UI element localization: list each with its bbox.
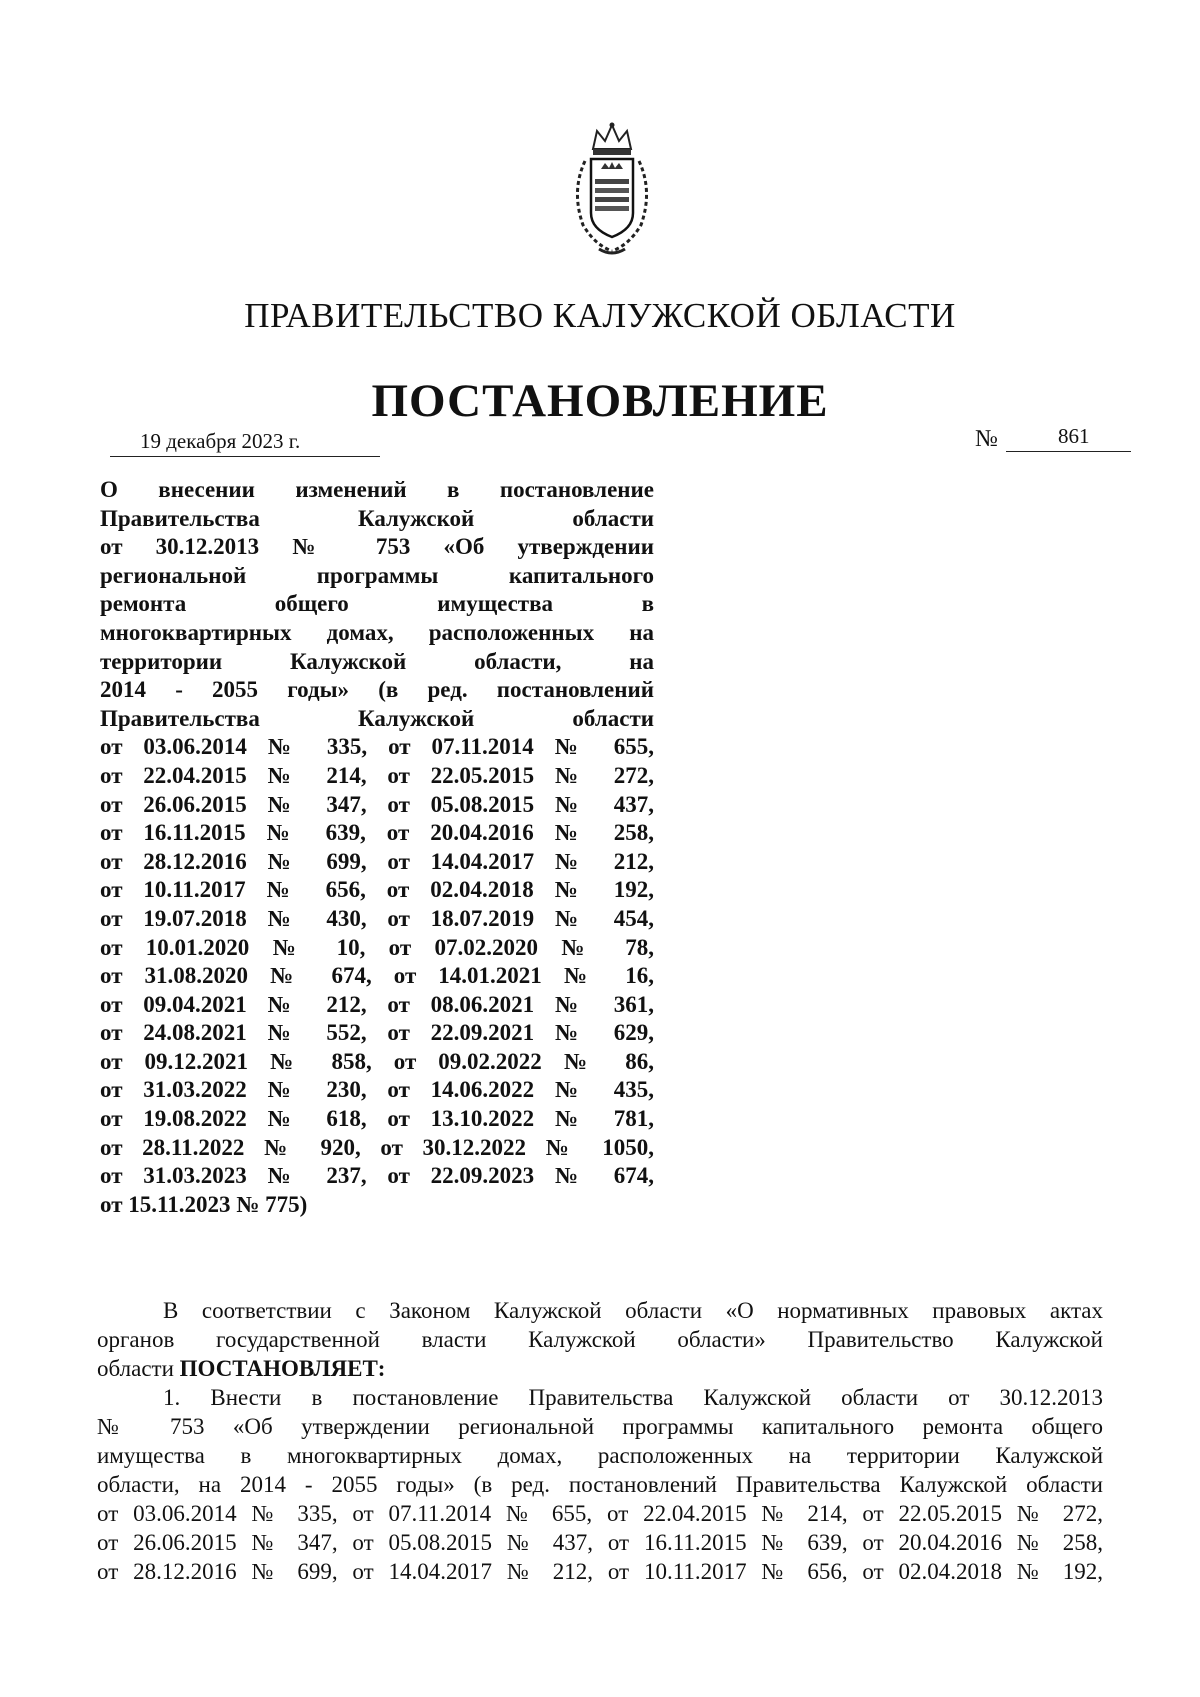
item-1-line: от 26.06.2015 № 347, от 05.08.2015 № 437, от 16.11.2015 № 639, от 20.04.2016 № 258, [97, 1530, 1103, 1555]
item-1-line: от 28.12.2016 № 699, от 14.04.2017 № 212, от 10.11.2017 № 656, от 02.04.2018 № 192, [97, 1559, 1103, 1584]
preamble-line: В соответствии с Законом Калужской области «О нормативных правовых актах [163, 1298, 1103, 1323]
document-body [97, 1296, 1103, 1586]
item-1-line: № 753 «Об утверждении региональной программы капитального ремонта общего [97, 1414, 1103, 1439]
preamble-line: органов государственной власти Калужской области» Правительство Калужской [97, 1327, 1103, 1352]
document-subject [100, 476, 654, 1219]
number-label: № [975, 426, 998, 452]
subject-line: многоквартирных домах, расположенных на [100, 619, 654, 645]
subject-line: от 30.12.2013 № 753 «Об утверждении [100, 534, 654, 560]
subject-line: от 28.12.2016 № 699, от 14.04.2017 № 212, [100, 848, 654, 874]
item-1-line: имущества в многоквартирных домах, расположенных на территории Калужской [97, 1443, 1103, 1468]
government-title: ПРАВИТЕЛЬСТВО КАЛУЖСКОЙ ОБЛАСТИ [244, 296, 956, 335]
subject-line: Правительства Калужской области [100, 705, 654, 731]
subject-line: от 31.03.2022 № 230, от 14.06.2022 № 435, [100, 1077, 654, 1103]
coat-of-arms-icon [563, 121, 661, 259]
subject-line: от 03.06.2014 № 335, от 07.11.2014 № 655, [100, 734, 654, 760]
resolves-keyword: ПОСТАНОВЛЯЕТ: [179, 1356, 386, 1381]
item-1-line: от 03.06.2014 № 335, от 07.11.2014 № 655, от 22.04.2015 № 214, от 22.05.2015 № 272, [97, 1501, 1103, 1526]
document-date: 19 декабря 2023 г. [110, 429, 380, 457]
subject-line: от 26.06.2015 № 347, от 05.08.2015 № 437, [100, 791, 654, 817]
preamble-prefix: области [97, 1356, 180, 1381]
subject-line: региональной программы капитального [100, 562, 654, 588]
subject-line: от 10.11.2017 № 656, от 02.04.2018 № 192, [100, 877, 654, 903]
subject-line: от 09.04.2021 № 212, от 08.06.2021 № 361, [100, 991, 654, 1017]
subject-line: от 19.08.2022 № 618, от 13.10.2022 № 781, [100, 1106, 654, 1132]
preamble-line [97, 1354, 1103, 1383]
subject-line: ремонта общего имущества в [100, 591, 654, 617]
document-type-title: ПОСТАНОВЛЕНИЕ [371, 375, 829, 427]
subject-line: Правительства Калужской области [100, 505, 654, 531]
document-number: 861 [1006, 424, 1131, 452]
subject-line: от 24.08.2021 № 552, от 22.09.2021 № 629, [100, 1020, 654, 1046]
item-1-line: области, на 2014 - 2055 годы» (в ред. постановлений Правительства Калужской области [97, 1472, 1103, 1497]
subject-line: от 09.12.2021 № 858, от 09.02.2022 № 86, [100, 1048, 654, 1074]
subject-line: от 15.11.2023 № 775) [100, 1191, 308, 1217]
subject-line: 2014 - 2055 годы» (в ред. постановлений [100, 677, 654, 703]
subject-line: О внесении изменений в постановление [100, 477, 654, 502]
subject-line: от 10.01.2020 № 10, от 07.02.2020 № 78, [100, 934, 654, 960]
subject-line: от 31.03.2023 № 237, от 22.09.2023 № 674, [100, 1163, 654, 1189]
item-1-line: 1. Внести в постановление Правительства Калужской области от 30.12.2013 [163, 1385, 1103, 1410]
subject-line: от 16.11.2015 № 639, от 20.04.2016 № 258, [100, 820, 654, 846]
subject-line: от 22.04.2015 № 214, от 22.05.2015 № 272, [100, 762, 654, 788]
subject-line: от 31.08.2020 № 674, от 14.01.2021 № 16, [100, 963, 654, 989]
subject-line: от 19.07.2018 № 430, от 18.07.2019 № 454, [100, 905, 654, 931]
subject-line: территории Калужской области, на [100, 648, 654, 674]
subject-line: от 28.11.2022 № 920, от 30.12.2022 № 1050, [100, 1134, 654, 1160]
